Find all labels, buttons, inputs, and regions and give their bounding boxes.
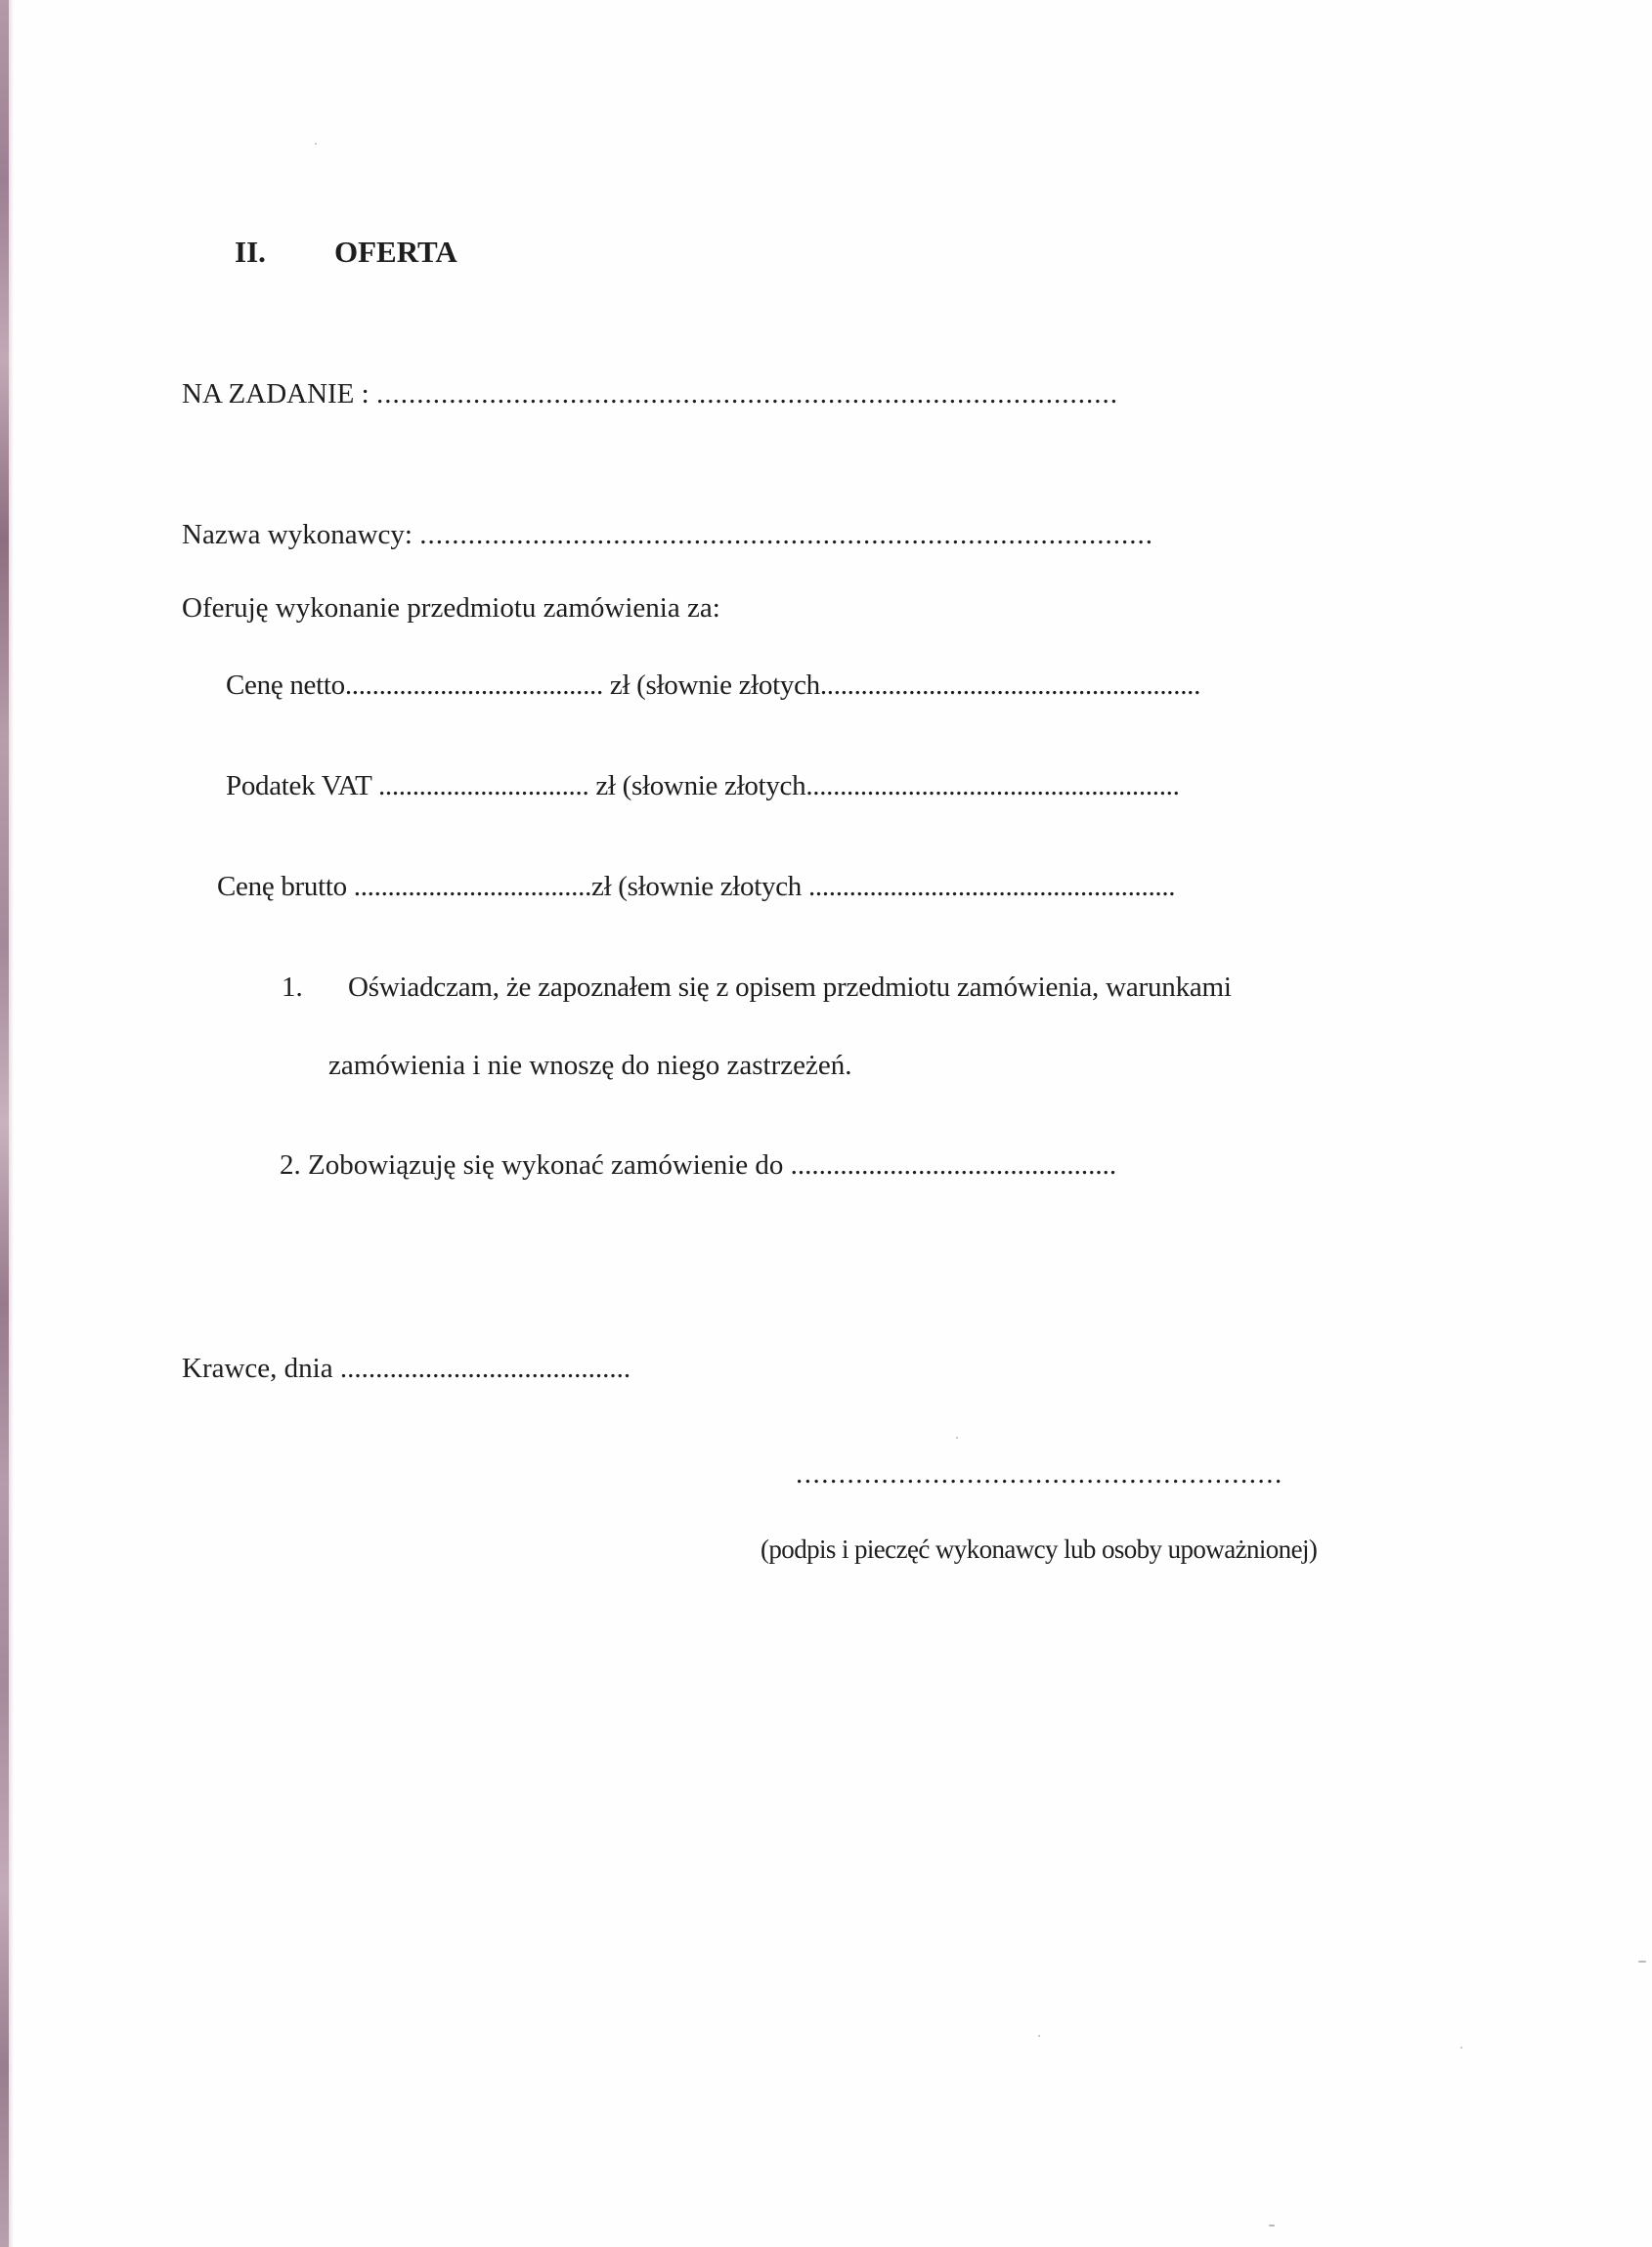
section-title: OFERTA: [334, 235, 457, 269]
net-price-line: [226, 668, 1200, 703]
scan-speck: [315, 143, 317, 145]
gross-price-words-dots: ......................................................: [807, 871, 1176, 902]
section-number: II.: [235, 235, 266, 269]
statement-1-number: 1.: [282, 972, 303, 1003]
task-line: [182, 376, 1118, 411]
place-date-dots: .........................................: [339, 1353, 631, 1384]
net-price-label: Cenę netto: [226, 670, 345, 701]
statement-2-dots: ..............................................: [790, 1149, 1117, 1181]
signature-dots: .........................................................: [796, 1458, 1283, 1490]
task-label: NA ZADANIE :: [182, 378, 370, 410]
contractor-dots: ...........................................................................................: [419, 519, 1153, 550]
statement-2-line: [280, 1147, 1116, 1183]
statement-1-line-1: Oświadczam, że zapoznałem się z opisem przedmiotu zamówienia, warunkami: [348, 972, 1232, 1003]
place-date-label: Krawce, dnia: [182, 1353, 333, 1384]
gross-price-unit: zł (słownie złotych: [591, 871, 802, 902]
scan-speck: [1460, 2047, 1462, 2049]
gross-price-label: Cenę brutto: [217, 871, 347, 902]
statement-1-line-2: zamówienia i nie wnoszę do niego zastrzeżeń.: [328, 1050, 852, 1081]
statement-2-text: Zobowiązuję się wykonać zamówienie do: [308, 1149, 784, 1181]
scan-speck: [956, 1437, 958, 1439]
contractor-line: [182, 517, 1153, 552]
task-dots: ............................................................................................: [375, 378, 1118, 410]
net-price-unit: zł (słownie złotych: [609, 670, 820, 701]
net-price-dots: ......................................: [344, 670, 603, 701]
signature-caption: (podpis i pieczęć wykonawcy lub osoby upoważnionej): [761, 1534, 1318, 1564]
scan-speck: [1638, 1961, 1646, 1963]
offer-intro: Oferuję wykonanie przedmiotu zamówienia za:: [182, 592, 720, 624]
statement-2-number: 2.: [280, 1149, 301, 1181]
gross-price-line: [217, 869, 1175, 904]
net-price-words-dots: ........................................................: [819, 670, 1201, 701]
scan-speck: [1038, 2035, 1040, 2037]
vat-line: [226, 768, 1180, 803]
contractor-label: Nazwa wykonawcy:: [182, 519, 413, 550]
scan-speck: [1269, 2225, 1275, 2226]
scan-edge: [0, 0, 9, 2247]
vat-dots: ...............................: [377, 770, 589, 801]
vat-label: Podatek VAT: [226, 770, 371, 801]
vat-unit: zł (słownie złotych: [595, 770, 806, 801]
gross-price-dots: ...................................: [353, 871, 592, 902]
vat-words-dots: .......................................................: [805, 770, 1180, 801]
place-date-line: [182, 1351, 630, 1386]
